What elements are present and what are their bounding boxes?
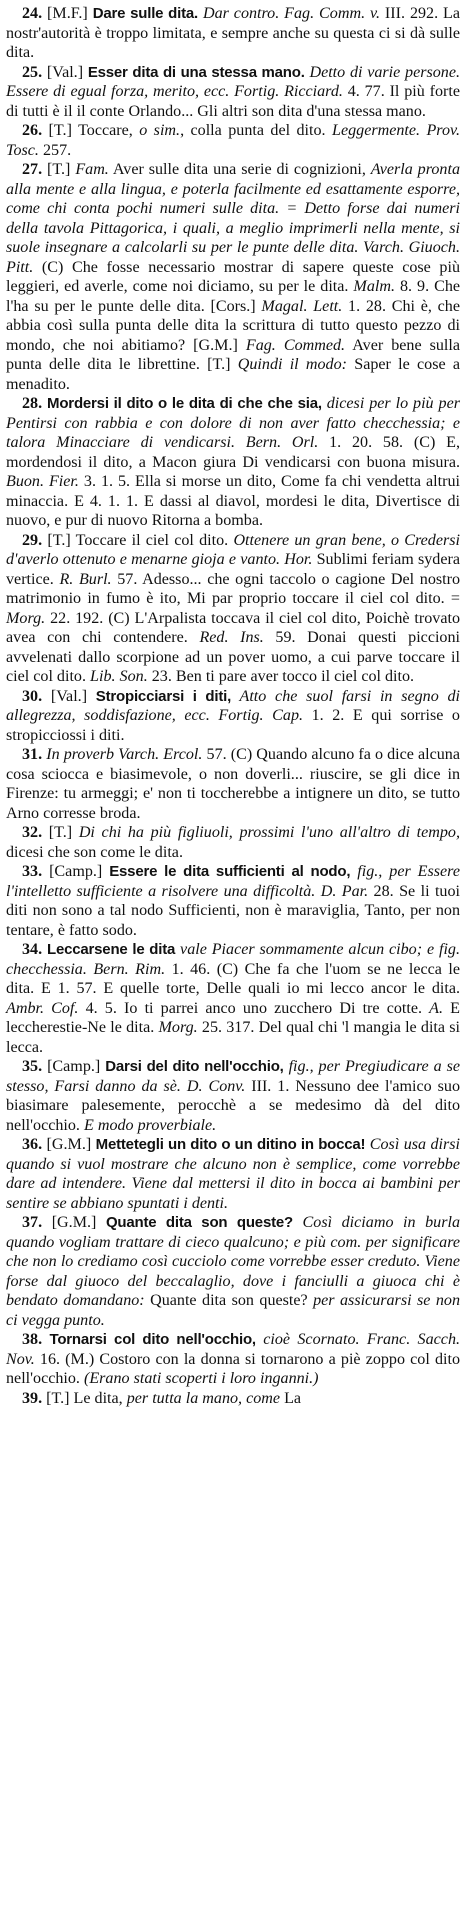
entry-35 [6, 1057, 460, 1135]
entry-26 [6, 121, 460, 160]
entry-text: [T.] [47, 161, 76, 178]
italic-text: R. Burl. [59, 570, 112, 588]
entry-number: 31. [22, 746, 47, 763]
entry-headword: Essere le dita sufficienti al nodo, [109, 863, 351, 880]
entry-text: 257. [38, 141, 72, 159]
entry-text: 57. (C) Quando alcuno fa o dice alcuna cosa sciocca e biasimevole, o non doverli... riuscire, se gli dice in Firenze: tu armeggi; e' non ti toccherebbe a intignere un dito, se tutto Arno corresse broda. [6, 746, 460, 822]
entry-25 [6, 63, 460, 122]
entry-34 [6, 940, 460, 1057]
entry-text: 4. 5. Io ti parrei anco uno zucchero Di tre cotte. [78, 999, 430, 1017]
entry-number: 32. [22, 824, 49, 841]
italic-text: per assicurarsi se non ci vegga punto. [6, 1292, 460, 1329]
entry-headword: Mettetegli un dito o un ditino in bocca! [95, 1136, 366, 1153]
entry-text: 59. Donai questi piccioni avvelenati dallo scorpione ad un pover uomo, a cui parve toccare il ciel col dito. [6, 629, 460, 685]
italic-text: Detto di varie persone. Essere di egual forza, merito, ecc. Fortig. Ricciard. [6, 63, 461, 100]
italic-text: cioè Scornato. Franc. Sacch. Nov. [6, 1331, 461, 1368]
entry-text: 3. 1. 5. Ella si morse un dito, Come fa chi vendetta altrui minaccia. E 4. 1. 1. E dassi al diavol, mordesi le dita, Divertisce di nuovo, e pur di nuovo Ritorna a bomba. [6, 473, 461, 529]
entry-text: 8. 9. Che l'ha su per le punte delle dita. [Cors.] [6, 278, 461, 315]
entry-33 [6, 862, 460, 940]
entry-text: 16. (M.) Costoro con la donna si tornarono a piè zoppo col dito nell'occhio. [6, 1350, 460, 1387]
entry-text: Aver bene sulla punta delle dita le librettine. [T.] [6, 336, 461, 373]
italic-text: Morg. [158, 1019, 198, 1036]
entry-number: 30. [22, 687, 51, 705]
entry-text: 23. Ben ti pare aver tocco il ciel col dito. [147, 668, 415, 685]
entry-number: 36. [22, 1136, 47, 1153]
entry-text: 1. 2. E qui sorrise o stropicciossi i diti. [6, 707, 460, 744]
entry-headword: Stropicciarsi i diti, [95, 687, 232, 705]
italic-text: per tutta la mano, come [126, 1389, 281, 1407]
entry-number: 27. [22, 161, 48, 178]
italic-text: Di chi ha più figliuoli, prossimi l'uno all'altro di tempo, [78, 824, 461, 841]
entry-headword: Darsi del dito nell'occhio, [105, 1058, 284, 1075]
entry-29 [6, 531, 460, 687]
italic-text: fig., per Pregiudicare a se stesso, Farsi danno da sè. D. Conv. [6, 1058, 460, 1095]
entry-text: Quante dita son queste? [144, 1292, 314, 1309]
entry-text: [T.] Toccare il ciel col dito. [47, 531, 234, 549]
entry-text: Sublimi feriam sydera vertice. [6, 551, 460, 588]
italic-text: Così usa dirsi quando si vuol mostrare che alcuno non è semplice, come vorrebbe dare ad intendere. Viene dal mettersi il dito in bocca ai bambini per sentire se abbiano spuntati i denti. [6, 1136, 460, 1212]
italic-text: Ambr. Cof. [6, 999, 79, 1017]
entry-text: [T.] Toccare, [48, 122, 140, 139]
italic-text: Così diciamo in burla quando vogliam trattare di cieco qualcuno; e più com. per significare che non lo crediamo così cucciolo come vorrebbe esser creduto. Viene forse dal giuoco del beccalaglio, dove i fanciulli a giuoca chi è bendato domandano: [6, 1214, 461, 1309]
entry-number: 29. [22, 531, 48, 549]
entry-number: 38. [22, 1331, 50, 1348]
entry-text: 1. 20. 58. (C) E, mordendosi il dito, a Macon giura Di vendicarsi con buona misura. [6, 434, 460, 471]
entry-text: dicesi che son come le dita. [6, 843, 183, 861]
entry-text: Aver sulle dita una serie di cognizioni, [108, 161, 371, 178]
entry-number: 25. [22, 63, 47, 81]
entry-headword: Tornarsi col dito nell'occhio, [49, 1331, 256, 1348]
entry-28 [6, 394, 460, 531]
entry-text: (C) Che fosse necessario mostrar di sapere queste cose più leggieri, ed averle, come noi diciamo, su per le dita. [6, 258, 460, 295]
entry-text: , colla punta del dito. [180, 122, 332, 139]
entry-text: La [280, 1389, 302, 1407]
entry-36 [6, 1135, 460, 1213]
entry-text: E leccherestie-Ne le dita. [6, 999, 460, 1036]
entry-text: [Val.] [46, 63, 88, 81]
italic-text: Dar contro. Fag. Comm. v. [198, 5, 385, 22]
entry-text: [T.] [48, 824, 79, 841]
entry-text: [T.] Le dita, [46, 1389, 127, 1407]
italic-text: Atto che suol farsi in segno di allegrezza, soddisfazione, ecc. Fortig. Cap. [6, 687, 460, 724]
italic-text: Fam. [75, 161, 109, 178]
entry-text: III. 292. La nostr'autorità è troppo limitata, e sempre anche su questa ci si dà sulle dita. [6, 5, 461, 61]
italic-text: (Erano stati scoperti i loro inganni.) [83, 1370, 319, 1387]
italic-text: fig., per Essere l'intelletto sufficiente a risolvere una difficoltà. D. Par. [6, 863, 460, 900]
entry-text: 4. 77. Il più forte di tutti è il il conte Orlando... Gli altri son dita d'una stessa mano. [6, 83, 460, 120]
entry-text: [G.M.] [46, 1136, 96, 1153]
italic-text: Red. Ins. [199, 629, 264, 646]
entry-number: 37. [22, 1214, 52, 1231]
entry-39 [6, 1389, 460, 1409]
entry-number: 34. [22, 941, 47, 958]
italic-text: Buon. Fier. [6, 473, 79, 490]
italic-text: Malm. [353, 278, 395, 295]
italic-text: dicesi per lo più per Pentirsi con rabbia e con dolore di non aver fatto checchessia; e talora Minacciare di vendicarsi. Bern. Orl. [6, 395, 460, 451]
italic-text: Averla pronta alla mente e alla lingua, e poterla facilmente ed esattamente esporre, come chi conta pochi numeri sulle dita. = Detto forse dai numeri della tavola Pittagorica, i quali, a meglio imprimerli nella mente, si suole insegnare a calcolarli su per le punte delle dita. Varch. Giuoch. Pitt. [6, 161, 461, 276]
entry-text: [Camp.] [49, 863, 110, 880]
italic-text: Morg. [6, 609, 46, 627]
entry-text: [M.F.] [47, 5, 93, 22]
entry-38 [6, 1330, 460, 1389]
entry-text: 1. 46. (C) Che fa che l'uom se ne lecca le dita. E 1. 57. E quelle torte, Delle quali io mi lecco ancor le dita. [6, 960, 460, 997]
entry-headword: Dare sulle dita. [92, 5, 199, 22]
italic-text: vale Piacer sommamente alcun cibo; e fig. checchessia. Bern. Rim. [6, 941, 460, 978]
italic-text: Leggermente. Prov. Tosc. [6, 122, 460, 159]
entry-24 [6, 4, 460, 63]
entry-number: 26. [22, 122, 49, 139]
entry-text: 25. 317. Del qual chi 'l mangia le dita si lecca. [6, 1019, 460, 1056]
italic-text: Fag. Commed. [245, 336, 346, 354]
italic-text: Lib. Son. [90, 668, 148, 685]
entry-text: 28. Se li tuoi diti non sono a tal nodo Sufficienti, non è maraviglia, Tanto, per non tentare, è fatto sodo. [6, 882, 460, 939]
entry-number: 33. [22, 863, 50, 880]
entry-text: III. 1. Nessuno dee l'amico suo biasimare palesemente, perocchè a se medesimo dà del dito nell'occhio. [6, 1077, 460, 1134]
italic-text: Magal. Lett. [261, 297, 343, 315]
entry-text: [G.M.] [51, 1214, 106, 1231]
entry-headword: Mordersi il dito o le dita di che che sia, [47, 395, 322, 412]
entry-30 [6, 687, 460, 746]
entry-text: [Camp.] [47, 1058, 106, 1075]
entry-number: 39. [22, 1389, 47, 1407]
entry-32 [6, 823, 460, 862]
entry-text: [Val.] [50, 687, 96, 705]
entry-37 [6, 1213, 460, 1330]
italic-text: In proverb Varch. Ercol. [46, 746, 203, 763]
italic-text: E modo proverbiale. [83, 1116, 217, 1134]
entry-headword: Quante dita son queste? [105, 1214, 293, 1231]
entry-headword: Esser dita di una stessa mano. [87, 63, 305, 81]
italic-text: Ottenere un gran bene, o Credersi d'averlo ottenuto e menarne gioja e vanto. Hor. [6, 531, 460, 568]
entry-number: 28. [22, 395, 48, 412]
entry-text: 57. Adesso... che ogni taccolo o cagione Del nostro matrimonio in fumo è ito, Mi par proprio toccare il ciel col dito. = [6, 570, 461, 607]
entry-number: 35. [22, 1058, 48, 1075]
entry-text: 22. 192. (C) L'Arpalista toccava il ciel col dito, Poichè trovato avea con chi contendere. [6, 609, 460, 646]
italic-text: A. [429, 999, 444, 1017]
italic-text: Quindi il modo: [237, 356, 348, 373]
entry-headword: Leccarsene le dita [47, 941, 176, 958]
entry-27 [6, 160, 460, 394]
entry-number: 24. [22, 5, 48, 22]
entry-31 [6, 745, 460, 823]
entry-text: 1. 28. Chi è, che abbia così sulla punta delle dita la scrittura di tutto questo pezzo di mondo, che noi abitiamo? [G.M.] [6, 297, 460, 354]
italic-text: o sim. [139, 122, 181, 139]
entry-text: Saper le cose a menadito. [6, 356, 460, 393]
